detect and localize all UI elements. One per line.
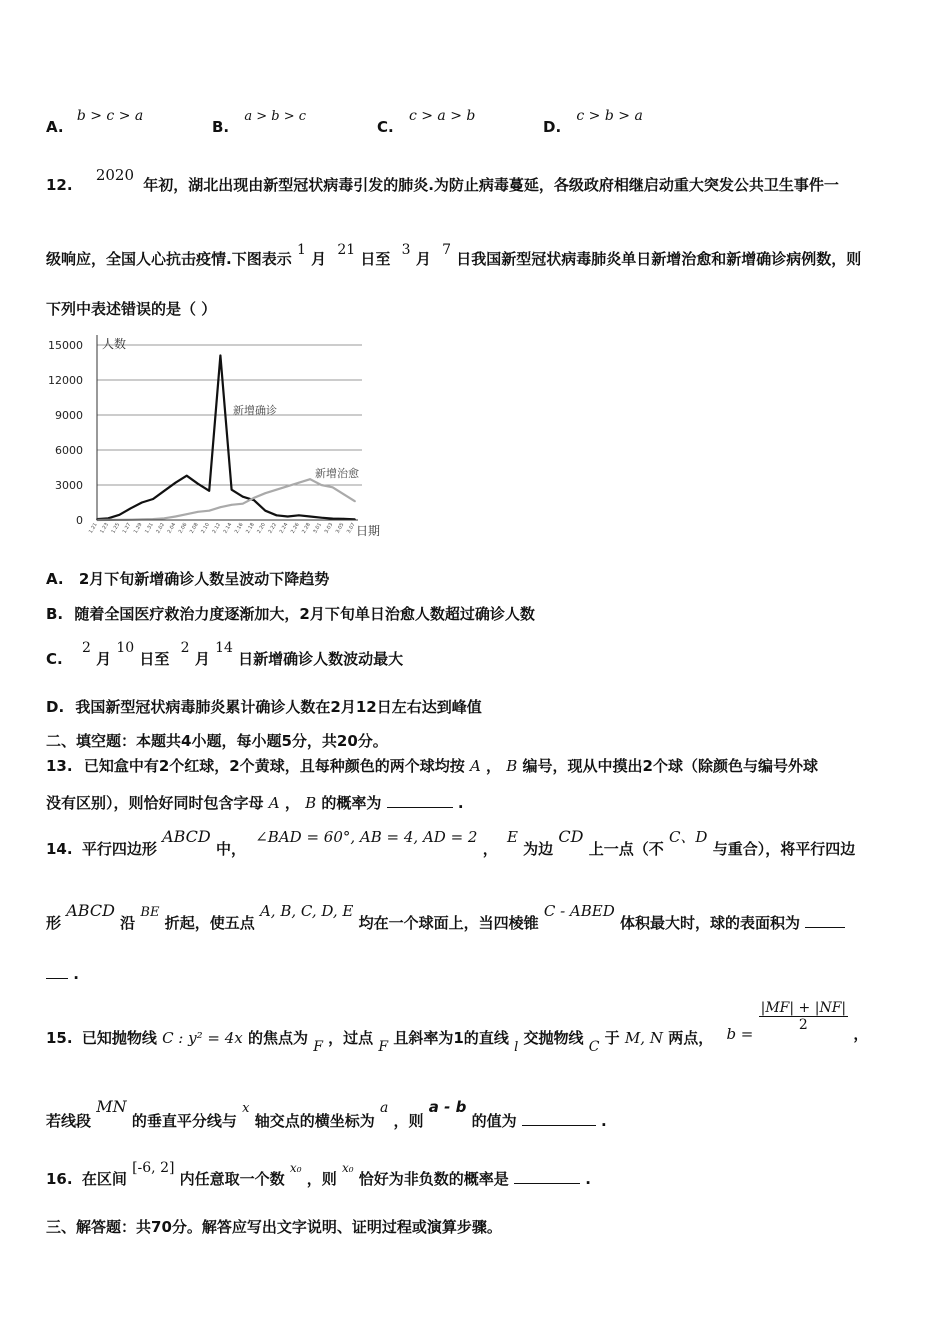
option-label: C. — [377, 118, 394, 136]
q14-line2 — [46, 900, 845, 932]
x-tick-label: 2.22 — [267, 522, 279, 535]
data-point — [276, 489, 278, 491]
option-label: A. — [46, 570, 64, 588]
data-point — [175, 482, 177, 484]
var-x0: x₀ — [289, 1161, 302, 1175]
text: 编号，现从中摸出2个球（除颜色与编号外球 — [522, 757, 818, 775]
text: 的概率为 — [321, 794, 382, 812]
x-tick-label: 2.24 — [278, 522, 290, 535]
y-axis-label: 人数 — [102, 337, 127, 351]
data-point — [354, 500, 356, 502]
x-tick-label: 2.28 — [301, 522, 312, 535]
data-point — [332, 486, 334, 488]
text: 月 — [96, 650, 112, 668]
data-point — [242, 496, 244, 498]
text: 体积最大时，球的表面积为 — [619, 914, 800, 932]
text: 交抛物线 — [523, 1029, 584, 1047]
x-tick-label: 2.16 — [233, 522, 245, 535]
y-tick-label: 0 — [76, 514, 83, 527]
option-expr: a > b > c — [244, 109, 307, 124]
text: 平行四边形 — [81, 840, 157, 858]
letter-a: A — [268, 794, 280, 812]
y-tick-label: 9000 — [55, 409, 83, 422]
q15-line1 — [46, 1000, 869, 1055]
option-label: B. — [46, 605, 64, 623]
axis-x: x — [242, 1101, 250, 1116]
data-point — [186, 513, 188, 515]
text: 且斜率为1的直线 — [393, 1029, 509, 1047]
data-point — [298, 482, 300, 484]
x-tick-label: 2.26 — [289, 522, 301, 535]
x-tick-label: 3.05 — [334, 522, 346, 535]
option-expr: c > a > b — [408, 108, 476, 124]
data-point — [163, 490, 165, 492]
text: 级响应，全国人心抗击疫情.下图表示 — [46, 250, 292, 268]
x-tick-label: 1.21 — [87, 522, 99, 535]
text: 中， — [215, 840, 246, 858]
pyramid: C - ABED — [543, 902, 615, 920]
q11-option-a — [46, 106, 144, 136]
line-l: l — [514, 1040, 519, 1055]
q11-option-c — [377, 106, 476, 136]
x-tick-label: 2.02 — [155, 522, 167, 535]
option-expr: c > b > a — [576, 108, 643, 124]
data-point — [130, 507, 132, 509]
text: 的值为 — [471, 1112, 517, 1130]
option-text: 2月下旬新增确诊人数呈波动下降趋势 — [78, 570, 330, 588]
x-tick-label: 2.14 — [222, 522, 234, 535]
data-point — [197, 483, 199, 485]
curve-c: C — [588, 1039, 600, 1055]
text: ，则 — [306, 1170, 337, 1188]
text: 均在一个球面上，当四棱锥 — [358, 914, 539, 932]
x-tick-label: 1.31 — [144, 522, 155, 535]
parabola-eq: C : y² = 4x — [162, 1029, 243, 1047]
option-label: C. — [46, 650, 63, 668]
data-point — [152, 498, 154, 500]
option-text: 随着全国医疗救治力度逐渐加大，2月下旬单日治愈人数超过确诊人数 — [74, 605, 535, 623]
covid-chart — [40, 330, 390, 545]
text: 与重合），将平行四边 — [712, 840, 856, 858]
q12-line3: 下列中表述错误的是（ ） — [46, 300, 217, 318]
q16-line — [46, 1156, 591, 1188]
x-tick-label: 2.12 — [211, 522, 223, 535]
text: . — [457, 794, 464, 812]
series-label-confirmed: 新增确诊 — [233, 404, 277, 417]
data-point — [332, 518, 334, 520]
answer-blank[interactable] — [514, 1169, 580, 1184]
data-point — [208, 490, 210, 492]
q11-option-d — [543, 106, 643, 136]
text: 于 — [604, 1029, 620, 1047]
q12-option-b — [46, 603, 535, 624]
data-point — [219, 355, 221, 357]
y-tick-label: 15000 — [48, 339, 83, 352]
x-tick-label: 1.27 — [121, 522, 133, 535]
data-point — [287, 485, 289, 487]
text: 月 — [194, 650, 210, 668]
edge-cd: CD — [558, 827, 584, 846]
text: 上一点（不 — [588, 840, 664, 858]
text: 月 — [311, 250, 327, 268]
q13-line1 — [46, 755, 818, 776]
question-number: 13. — [46, 757, 73, 775]
text: 日至 — [139, 650, 170, 668]
data-point — [264, 510, 266, 512]
month: 2 — [81, 640, 91, 656]
text: 年初，湖北出现由新型冠状病毒引发的肺炎.为防止病毒蔓延，各级政府相继启动重大突发公共卫生事件一 — [143, 176, 839, 194]
y-tick-label: 12000 — [48, 374, 83, 387]
x-tick-label: 3.01 — [312, 522, 324, 535]
text: . — [601, 1112, 607, 1130]
text: 形 — [46, 914, 62, 932]
text: 月 — [415, 250, 431, 268]
option-label: A. — [46, 118, 64, 136]
q11-option-b — [212, 106, 307, 136]
answer-blank[interactable] — [805, 913, 845, 928]
text: 在区间 — [81, 1170, 127, 1188]
year: 2020 — [95, 166, 134, 184]
text: 已知盒中有2个红球，2个黄球，且每种颜色的两个球均按 — [83, 757, 465, 775]
q12-option-d — [46, 696, 482, 717]
data-point — [231, 489, 233, 491]
focus-f: F — [378, 1039, 389, 1055]
option-text: 我国新型冠状病毒肺炎累计确诊人数在2月12日左右达到峰值 — [75, 698, 482, 716]
option-expr: b > c > a — [76, 108, 144, 124]
answer-blank[interactable] — [387, 793, 453, 808]
data-point — [320, 517, 322, 519]
data-point — [320, 484, 322, 486]
day: 10 — [116, 640, 135, 656]
letter-b: B — [305, 794, 317, 812]
answer-blank[interactable] — [522, 1111, 596, 1126]
day: 7 — [442, 242, 451, 258]
q13-line2 — [46, 792, 464, 813]
points-cd: C、D — [668, 828, 708, 846]
x-tick-label: 2.04 — [166, 522, 178, 535]
data-point — [141, 502, 143, 504]
question-number: 15. — [46, 1029, 73, 1047]
q12-line1 — [46, 164, 839, 194]
chart-xticks — [88, 522, 357, 535]
section-3-heading: 三、解答题：共70分。解答应写出文字说明、证明过程或演算步骤。 — [46, 1218, 502, 1236]
segment-mn: MN — [96, 1097, 127, 1116]
text: 若线段 — [46, 1112, 92, 1130]
text: 的垂直平分线与 — [131, 1112, 237, 1130]
text: ， — [486, 757, 502, 775]
q12-option-c — [46, 636, 404, 668]
data-point — [343, 493, 345, 495]
point-e: E — [506, 828, 518, 846]
b-lhs: b = — [726, 1025, 754, 1043]
x-tick-label: 1.25 — [110, 522, 122, 535]
section-2-heading: 二、填空题：本题共4小题，每小题5分，共20分。 — [46, 732, 388, 750]
option-label: D. — [46, 698, 65, 716]
data-point — [197, 511, 199, 513]
text: ， — [482, 840, 498, 858]
x-tick-label: 2.06 — [177, 522, 189, 535]
y-tick-label: 6000 — [55, 444, 83, 457]
b-denominator: 2 — [798, 1017, 808, 1033]
chart-yticks — [48, 339, 83, 527]
q12-option-a — [46, 568, 329, 589]
text: 恰好为非负数的概率是 — [358, 1170, 509, 1188]
text: 为边 — [523, 840, 554, 858]
text: . — [73, 965, 79, 983]
b-fraction — [759, 1000, 849, 1033]
data-point — [175, 516, 177, 518]
x-tick-label: 1.29 — [132, 522, 144, 535]
month: 3 — [401, 242, 411, 258]
text: ，过点 — [328, 1029, 374, 1047]
text: ， — [284, 794, 300, 812]
data-point — [298, 514, 300, 516]
text: . — [585, 1170, 591, 1188]
data-point — [343, 518, 345, 520]
five-points: A, B, C, D, E — [259, 902, 354, 920]
option-label: B. — [212, 118, 230, 136]
text: 日至 — [360, 250, 391, 268]
data-point — [309, 516, 311, 518]
abcd: ABCD — [66, 901, 115, 920]
question-number: 14. — [46, 840, 73, 858]
text: 轴交点的横坐标为 — [254, 1112, 375, 1130]
x-tick-label: 2.08 — [188, 522, 200, 535]
text: ，则 — [393, 1112, 424, 1130]
data-point — [276, 514, 278, 516]
var-x0: x₀ — [341, 1161, 354, 1175]
data-point — [242, 503, 244, 505]
text: 日新增确诊人数波动最大 — [238, 650, 404, 668]
text: 已知抛物线 — [81, 1029, 157, 1047]
x-tick-label: 2.10 — [200, 522, 211, 535]
data-point — [119, 514, 121, 516]
x-axis-label: 日期 — [356, 524, 381, 538]
data-point — [163, 517, 165, 519]
data-point — [186, 475, 188, 477]
a-minus-b: a - b — [428, 1098, 467, 1116]
text: ， — [853, 1025, 869, 1043]
day: 14 — [215, 640, 233, 656]
text: 日我国新型冠状病毒肺炎单日新增治愈和新增确诊病例数，则 — [456, 250, 862, 268]
data-point — [309, 478, 311, 480]
data-point — [208, 510, 210, 512]
points-mn: M, N — [624, 1029, 663, 1047]
data-point — [231, 504, 233, 506]
y-tick-label: 3000 — [55, 479, 83, 492]
x-tick-label: 3.03 — [323, 522, 335, 535]
option-label: D. — [543, 118, 562, 136]
x-tick-label: 2.20 — [256, 522, 267, 535]
x-tick-label: 1.23 — [99, 522, 110, 535]
month: 1 — [296, 242, 306, 258]
text: 没有区别），则恰好同时包含字母 — [46, 794, 264, 812]
condition: ∠BAD = 60°, AB = 4, AD = 2 — [255, 828, 478, 846]
data-point — [253, 497, 255, 499]
var-a: a — [379, 1100, 389, 1116]
letter-b: B — [506, 757, 518, 775]
q12-line2 — [46, 238, 862, 268]
answer-blank-continued[interactable] — [46, 964, 68, 979]
data-point — [219, 506, 221, 508]
line-be: BE — [140, 905, 160, 920]
day: 21 — [337, 242, 356, 258]
text: 两点， — [668, 1029, 714, 1047]
b-numerator: |MF| + |NF| — [760, 1000, 847, 1016]
q15-line2 — [46, 1096, 607, 1130]
data-point — [264, 492, 266, 494]
question-number: 12. — [46, 176, 73, 194]
question-number: 16. — [46, 1170, 73, 1188]
abcd: ABCD — [162, 827, 211, 846]
q14-line1 — [46, 826, 856, 858]
text: 内任意取一个数 — [179, 1170, 285, 1188]
text: 的焦点为 — [247, 1029, 308, 1047]
series-label-cured: 新增治愈 — [315, 467, 359, 480]
focus-f: F — [313, 1039, 323, 1055]
interval: [-6, 2] — [132, 1160, 175, 1176]
text: 折起，使五点 — [164, 914, 255, 932]
letter-a: A — [469, 757, 481, 775]
q14-line3 — [46, 964, 79, 983]
month: 2 — [180, 640, 190, 656]
x-tick-label: 3.07 — [345, 522, 357, 535]
x-tick-label: 2.18 — [245, 522, 256, 535]
data-point — [253, 499, 255, 501]
data-point — [287, 516, 289, 518]
text: 沿 — [120, 914, 136, 932]
